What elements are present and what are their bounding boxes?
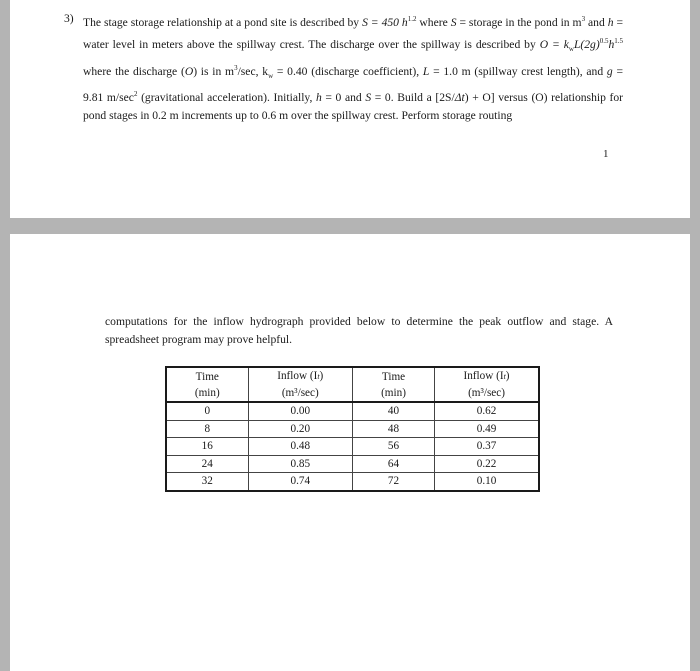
problem-text: (gravitational acceleration). Initially, [137, 90, 316, 104]
discharge-equation: O = k [539, 38, 569, 52]
table-cell: 0.49 [435, 420, 539, 438]
problem-text: and [585, 15, 608, 29]
table-cell: 0.00 [248, 402, 352, 420]
storage-exponent: 1.2 [407, 15, 417, 23]
symbol-h: h [315, 90, 322, 104]
table-row [166, 402, 539, 420]
problem-text: = water level in meters above the spillway crest. The discharge over the spillway is described by [83, 15, 624, 52]
problem-text: ) is in m [193, 64, 235, 78]
problem-text: = 0 and [321, 90, 366, 104]
table-cell: 8 [166, 420, 248, 438]
delta-t: Δt [454, 90, 465, 104]
problem-text: = 0. Build a [2S/ [371, 90, 455, 104]
symbol-o: O [184, 64, 194, 78]
problem-text: = 1.0 m (spillway crest length), and [429, 64, 607, 78]
table-cell: 16 [166, 438, 248, 456]
problem-text: /sec, k [237, 64, 269, 78]
page-top [10, 0, 690, 218]
table-cell: 48 [352, 420, 434, 438]
problem-number: 3) [64, 12, 74, 25]
inflow-hydrograph-table [165, 366, 540, 492]
table-cell: 0 [166, 402, 248, 420]
page-number: 1 [603, 148, 609, 160]
header-time-1: Time [166, 367, 248, 385]
problem-text: The stage storage relationship at a pond site is described by [83, 15, 363, 29]
page-bottom [10, 234, 690, 671]
table-cell: 0.22 [435, 455, 539, 473]
storage-equation: S = 450 h [362, 15, 408, 29]
symbol-l: L [422, 64, 430, 78]
problem-text: = 0.40 (discharge coefficient), [273, 64, 423, 78]
problem-text: ) + O] versus (O) relationship for pond stages in 0.2 m increments up to 0.6 m over the spillway crest. Perform storage routing [83, 90, 624, 123]
table-cell: 0.10 [435, 473, 539, 491]
discharge-equation-c: h [608, 38, 615, 52]
table-cell: 72 [352, 473, 434, 491]
table-cell: 0.74 [248, 473, 352, 491]
header-time-2: Time [352, 367, 434, 385]
header-unit-inflow-1: (m³/sec) [248, 385, 352, 402]
table-row [166, 420, 539, 438]
symbol-s: S [365, 90, 372, 104]
symbol-h: h [607, 15, 614, 29]
continuation-text: computations for the inflow hydrograph provided below to determine the peak outflow and stage. A spreadsheet program may prove helpful. [105, 315, 613, 347]
header-inflow-2: Inflow (It) [435, 367, 539, 385]
problem-text: where [416, 15, 451, 29]
table-row [166, 455, 539, 473]
table-cell: 56 [352, 438, 434, 456]
table-cell: 0.48 [248, 438, 352, 456]
problem-text: = storage in the pond in m [456, 15, 582, 29]
table-cell: 0.85 [248, 455, 352, 473]
header-inflow-1: Inflow (It) [248, 367, 352, 385]
problem-statement: 3) The stage storage relationship at a pond site is described by S = 450 $h^{1.2}$ where S = storage in the pond in $m^3$ and h = water level in meters above the spillway crest. The discharge over the spillway is described by $O = k_wL(2g)^{0.5}h^{1.5}$ where the discharge (O) is in $m^3/\sec$, $k_w = 0.40$ (discharge coefficient), L = 1.0 m (spillway crest length), and g = 9.81 $m/\sec^2$ (gravitational acceleration). Initially, h = 0 and S = 0. Build a [2S/Δt) + O] versus (O) relationship for pond stages in 0.2 m increments up to 0.6 m over the spillway crest. Perform storage routing [64, 12, 624, 123]
table-cell: 0.37 [435, 438, 539, 456]
symbol-s: S [450, 15, 457, 29]
header-unit-time-2: (min) [352, 385, 434, 402]
problem-text: = 9.81 m/sec [83, 64, 624, 104]
table-cell: 0.62 [435, 402, 539, 420]
table-cell: 0.20 [248, 420, 352, 438]
header-unit-time-1: (min) [166, 385, 248, 402]
table-cell: 32 [166, 473, 248, 491]
discharge-equation-b: L(2g) [573, 38, 600, 52]
table-cell: 24 [166, 455, 248, 473]
header-unit-inflow-2: (m³/sec) [435, 385, 539, 402]
table-row [166, 438, 539, 456]
table-row [166, 473, 539, 491]
problem-text: where the discharge ( [83, 64, 185, 78]
table-cell: 40 [352, 402, 434, 420]
table-cell: 64 [352, 455, 434, 473]
symbol-g: g [606, 64, 613, 78]
